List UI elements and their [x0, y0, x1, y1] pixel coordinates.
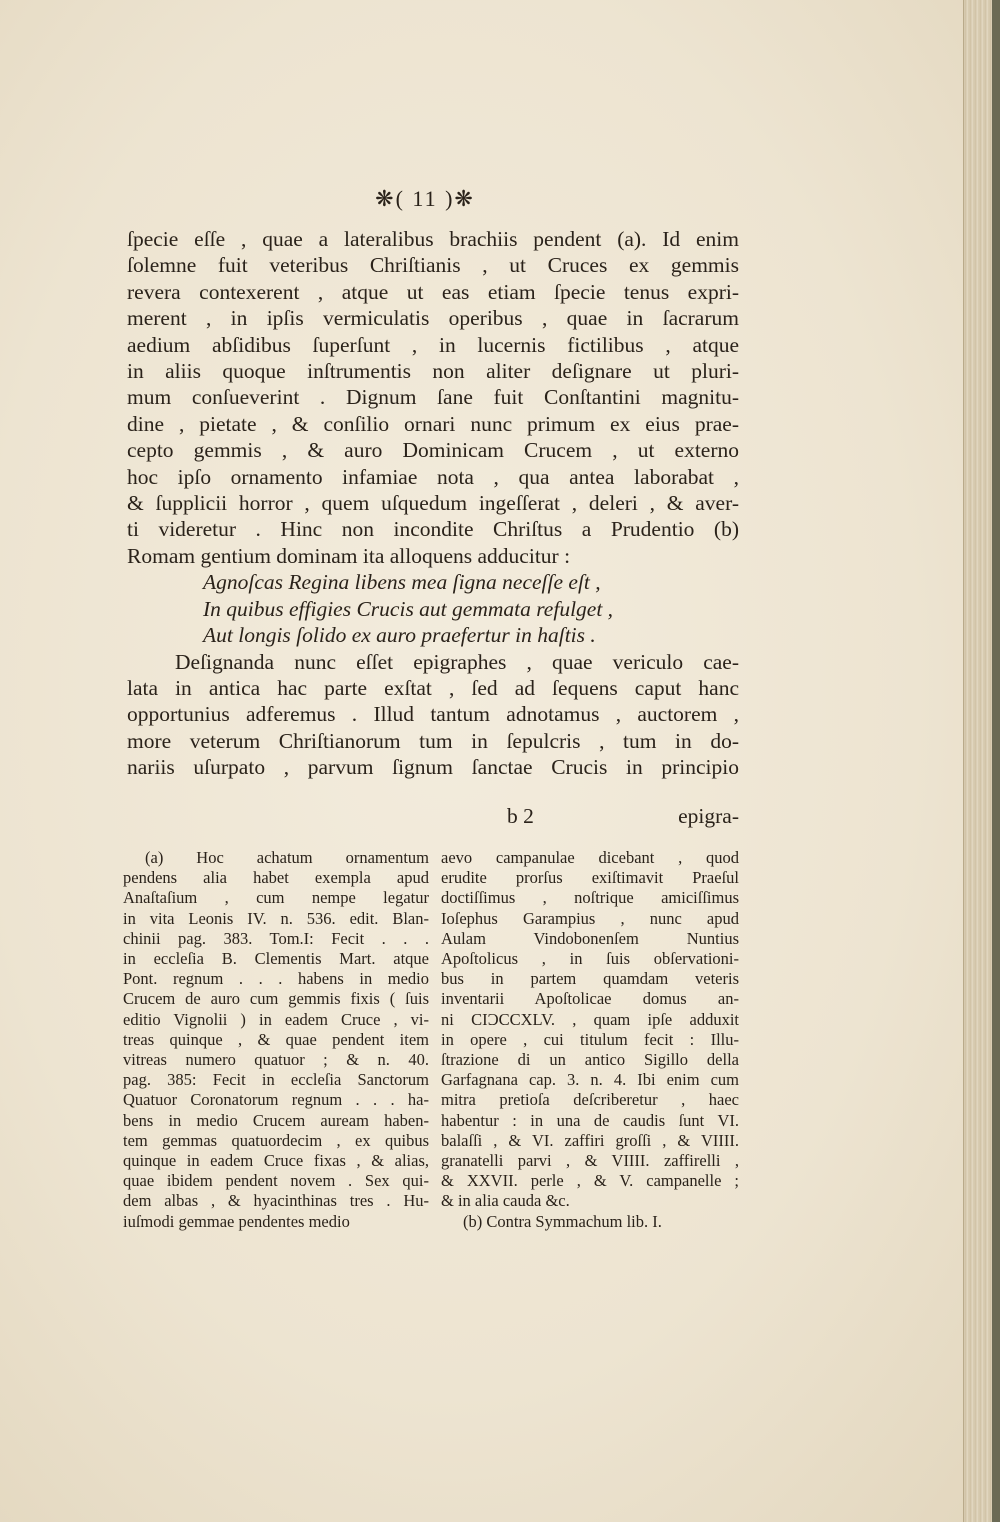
verse-line: Agnoſcas Regina libens mea ſigna neceſſe eſt ,: [203, 570, 601, 595]
footnote-line: Anaſtaſium , cum nempe legatur: [123, 888, 429, 908]
footnote-line: Apoſtolicus , in ſuis obſervationi-: [441, 949, 739, 969]
footnote-line: ſtrazione di un antico Sigillo della: [441, 1050, 739, 1070]
footnote-line: Aulam Vindobonenſem Nuntius: [441, 928, 739, 948]
footnote-line: balaſſi , & VI. zaffiri groſſi , & VIIII.: [441, 1130, 739, 1150]
footnote-line: Crucem de auro cum gemmis fixis ( ſuis: [123, 989, 429, 1009]
catchword: epigra-: [678, 804, 739, 828]
footnote-line: erudite prorſus exiſtimavit Praeſul: [441, 868, 739, 888]
text-line: cepto gemmis , & auro Dominicam Crucem , ut externo: [127, 438, 739, 463]
footnote-line: tem gemmas quatuordecim , ex quibus: [123, 1130, 429, 1150]
text-line: ti videretur . Hinc non incondite Chriſtus a Prudentio (b): [127, 517, 739, 542]
signature-mark: b 2: [507, 804, 534, 828]
footnote-line: iuſmodi gemmae pendentes medio: [123, 1211, 350, 1231]
footnote-line: ni CIƆCCXLV. , quam ipſe adduxit: [441, 1009, 739, 1029]
text-line: revera contexerent , atque ut eas etiam ſpecie tenus expri-: [127, 279, 739, 304]
footnote-line: quinque in eadem Cruce fixas , & alias,: [123, 1151, 429, 1171]
footnote-line: in eccleſia B. Clementis Mart. atque: [123, 949, 429, 969]
text-line: lata in antica hac parte exſtat , ſed ad ſequens caput hanc: [127, 675, 739, 700]
footnotes-left-column: [123, 848, 429, 1232]
footnote-line: & in alia cauda &c.: [441, 1191, 570, 1211]
text-line: dine , pietate , & conſilio ornari nunc primum ex eius prae-: [127, 411, 739, 436]
text-line: in aliis quoque inſtrumentis non aliter deſignare ut pluri-: [127, 359, 739, 384]
footnote-line: dem albas , & hyacinthinas tres . Hu-: [123, 1191, 429, 1211]
footnote-line: Garfagnana cap. 3. n. 4. Ibi enim cum: [441, 1070, 739, 1090]
footnote-line: in opere , cui titulum fecit : Illu-: [441, 1029, 739, 1049]
catchline: [127, 804, 739, 830]
verse-line: Aut longis ſolido ex auro praefertur in haſtis .: [203, 623, 596, 648]
footnote-line: habentur : in una de caudis ſunt VI.: [441, 1110, 739, 1130]
footnote-line: granatelli parvi , & VIIII. zaffirelli ,: [441, 1151, 739, 1171]
text-line: Romam gentium dominam ita alloquens adducitur :: [127, 543, 571, 568]
verse-line: In quibus effigies Crucis aut gemmata refulget ,: [203, 596, 614, 621]
footnote-line: (b) Contra Symmachum lib. I.: [463, 1211, 662, 1231]
footnote-line: Ioſephus Garampius , nunc apud: [441, 908, 739, 928]
footnotes-right-column: [441, 848, 739, 1232]
footnote-line: aevo campanulae dicebant , quod: [441, 848, 739, 867]
footnote-line: inventarii Apoſtolicae domus an-: [441, 989, 739, 1009]
text-line: opportunius adferemus . Illud tantum adnotamus , auctorem ,: [127, 702, 739, 727]
text-line: ſpecie eſſe , quae a lateralibus brachiis pendent (a). Id enim: [127, 227, 739, 251]
text-line: merent , in ipſis vermiculatis operibus , quae in ſacrarum: [127, 306, 739, 331]
footnote-line: vitreas numero quatuor ; & n. 40.: [123, 1050, 429, 1070]
ornament-left-icon: ❋(: [375, 186, 405, 211]
footnote-line: pag. 385: Fecit in eccleſia Sanctorum: [123, 1070, 429, 1090]
text-line: & ſupplicii horror , quem uſquedum ingeſſerat , deleri , & aver-: [127, 491, 739, 516]
footnote-line: pendens alia habet exempla apud: [123, 868, 429, 888]
text-line: nariis uſurpato , parvum ſignum ſanctae Crucis in principio: [127, 755, 739, 780]
main-text: [127, 226, 739, 781]
ornament-right-icon: )❋: [445, 186, 475, 211]
footnote-line: doctiſſimus , noſtrique amiciſſimus: [441, 888, 739, 908]
text-line: Deſignanda nunc eſſet epigraphes , quae vericulo cae-: [175, 649, 739, 674]
footnote-line: (a) Hoc achatum ornamentum: [145, 848, 429, 867]
footnote-line: in vita Leonis IV. n. 536. edit. Blan-: [123, 908, 429, 928]
text-line: mum conſueverint . Dignum ſane fuit Conſtantini magnitu-: [127, 385, 739, 410]
footnote-line: Pont. regnum . . . habens in medio: [123, 969, 429, 989]
page-edge: [963, 0, 1000, 1522]
footnote-line: bus in partem quamdam veteris: [441, 969, 739, 989]
footnote-line: treas quinque , & quae pendent item: [123, 1029, 429, 1049]
footnote-line: Quatuor Coronatorum regnum . . . ha-: [123, 1090, 429, 1110]
footnote-line: mitra pretioſa deſcriberetur , haec: [441, 1090, 739, 1110]
footnote-line: quae ibidem pendent novem . Sex qui-: [123, 1171, 429, 1191]
page-header: [360, 186, 490, 212]
text-line: hoc ipſo ornamento infamiae nota , qua antea laborabat ,: [127, 464, 739, 489]
page-number: 11: [412, 186, 438, 211]
footnote-line: & XXVII. perle , & V. campanelle ;: [441, 1171, 739, 1191]
text-line: more veterum Chriſtianorum tum in ſepulcris , tum in do-: [127, 728, 739, 753]
footnote-line: editio Vignolii ) in eadem Cruce , vi-: [123, 1009, 429, 1029]
footnote-line: chinii pag. 383. Tom.I: Fecit . . .: [123, 928, 429, 948]
text-line: ſolemne fuit veteribus Chriſtianis , ut Cruces ex gemmis: [127, 253, 739, 278]
footnote-line: bens in medio Crucem auream haben-: [123, 1110, 429, 1130]
text-line: aedium abſidibus ſuperſunt , in lucernis fictilibus , atque: [127, 332, 739, 357]
